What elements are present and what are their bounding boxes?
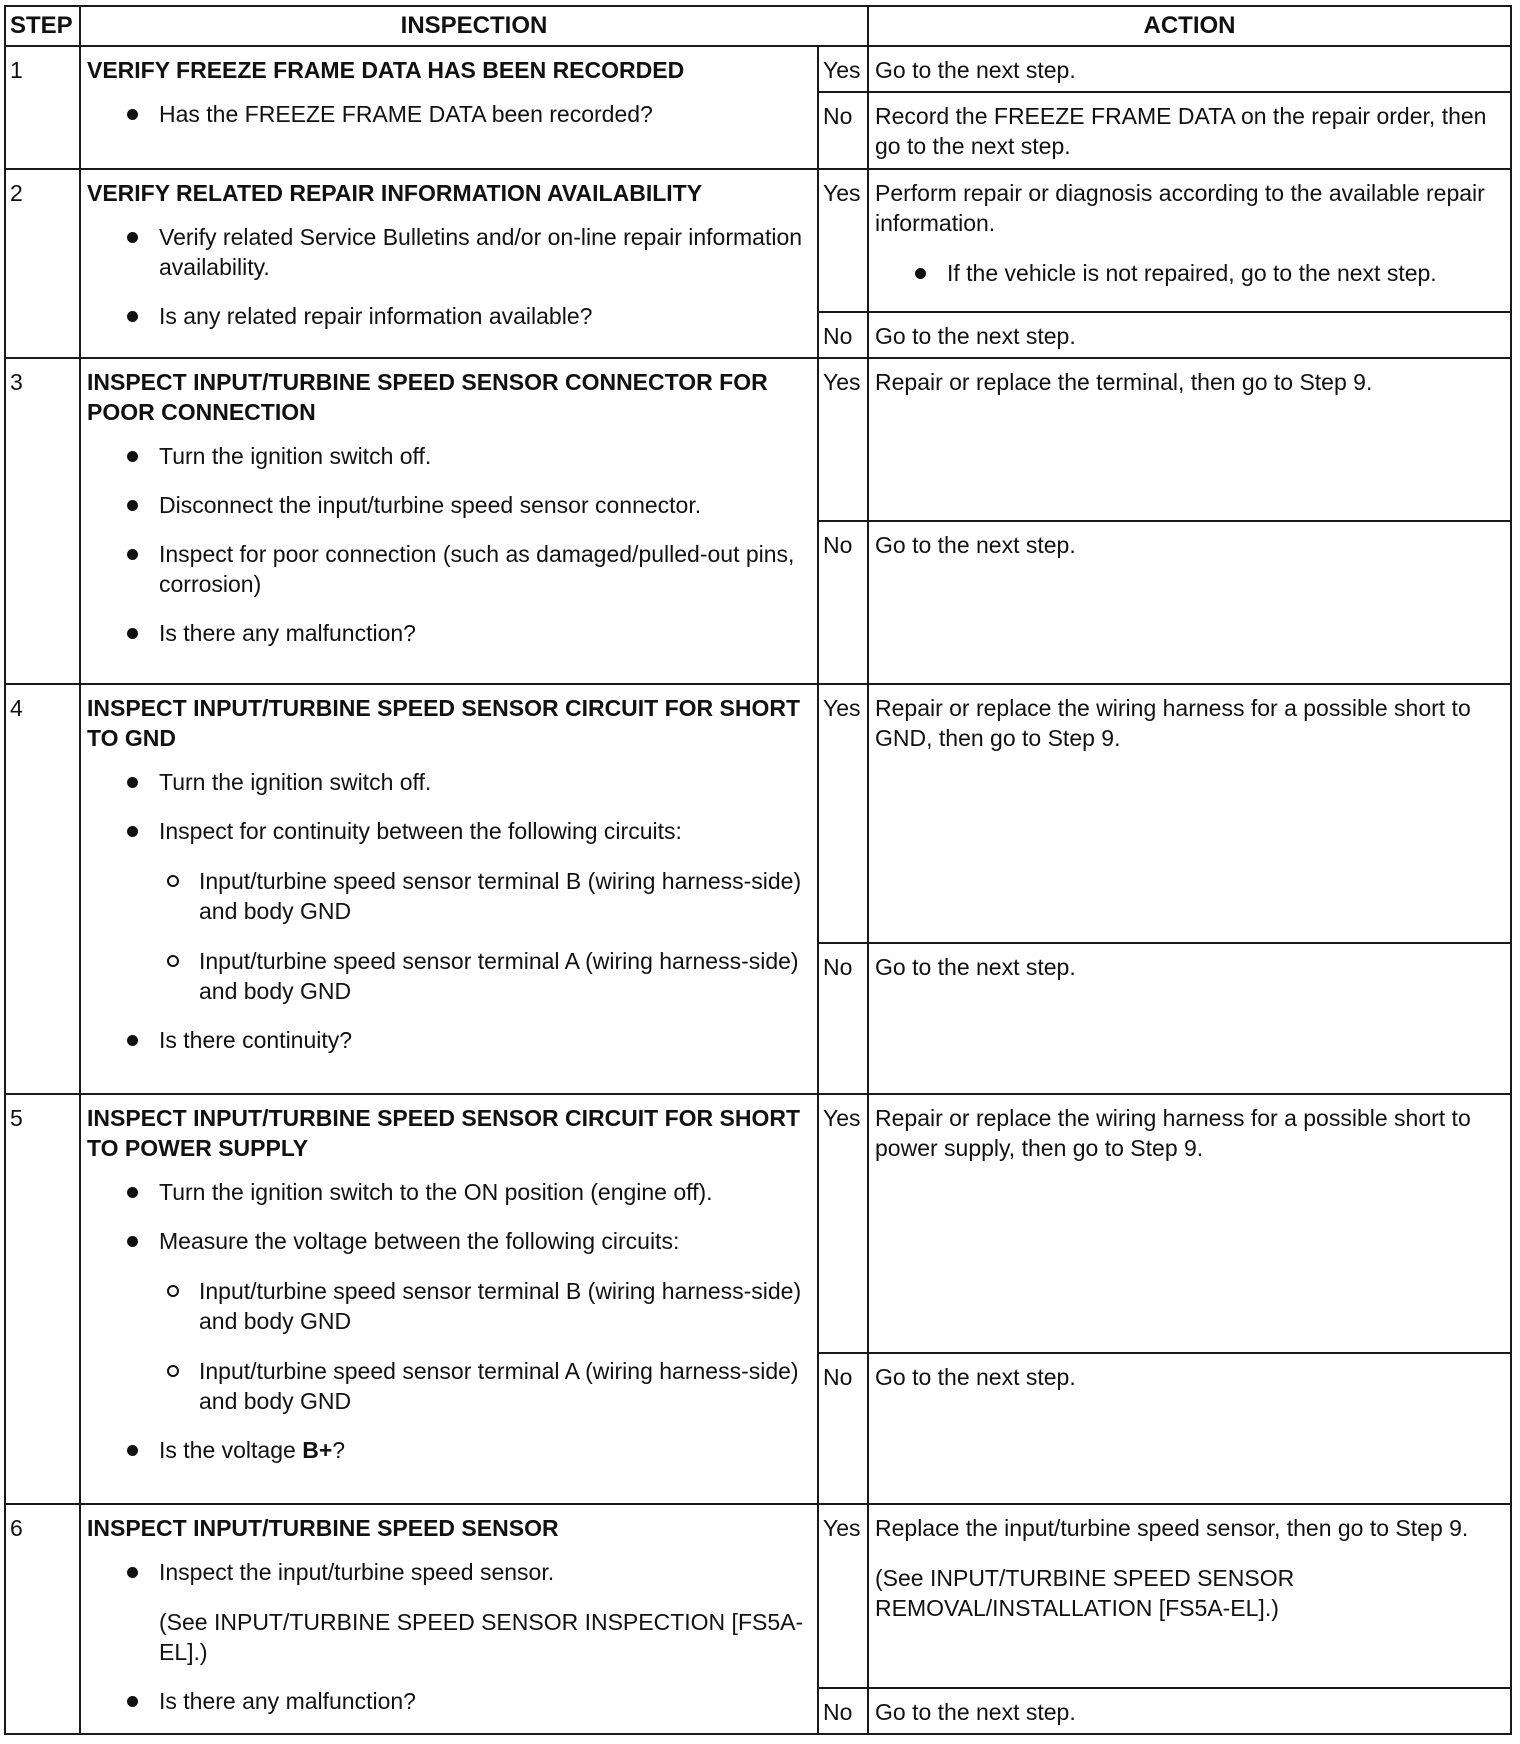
sub-bullet-item: Input/turbine speed sensor terminal A (wiring harness-side) and body GND xyxy=(165,1356,811,1416)
bullet-item xyxy=(125,1435,811,1465)
no-label: No xyxy=(818,92,868,168)
sub-bullet-item: Input/turbine speed sensor terminal A (wiring harness-side) and body GND xyxy=(165,946,811,1006)
bullet-item: Is there any malfunction? xyxy=(125,618,811,648)
inspection-title: VERIFY RELATED REPAIR INFORMATION AVAILABILITY xyxy=(87,179,703,206)
table-row xyxy=(5,1504,1511,1688)
bullet-item: Turn the ignition switch to the ON position (engine off). xyxy=(125,1177,811,1207)
step-number: 2 xyxy=(5,169,80,359)
inspection-bullets xyxy=(87,222,811,331)
yes-action: Repair or replace the wiring harness for a possible short to GND, then go to Step 9. xyxy=(868,684,1511,943)
yes-action: Perform repair or diagnosis according to the available repair information. xyxy=(875,179,1485,236)
table-row xyxy=(5,684,1511,943)
step-number: 1 xyxy=(5,46,80,169)
table-row xyxy=(5,358,1511,521)
inspection-cell xyxy=(80,169,818,359)
no-label: No xyxy=(818,943,868,1094)
bullet-text: Is the voltage xyxy=(159,1436,296,1463)
bullet-item: Is there any malfunction? xyxy=(125,1686,811,1716)
step-number: 3 xyxy=(5,358,80,684)
table-row xyxy=(5,1094,1511,1353)
step-number: 4 xyxy=(5,684,80,1094)
no-label: No xyxy=(818,521,868,684)
sub-bullets xyxy=(125,1276,811,1416)
no-label: No xyxy=(818,1688,868,1734)
no-action: Go to the next step. xyxy=(868,943,1511,1094)
bullet-item: Is any related repair information available? xyxy=(125,301,811,331)
diagnostic-procedure-table xyxy=(4,5,1512,1735)
inspection-bullets xyxy=(87,767,811,1055)
yes-action: Go to the next step. xyxy=(868,46,1511,92)
bullet-item: Inspect for poor connection (such as damaged/pulled-out pins, corrosion) xyxy=(125,539,811,599)
bullet-text: Inspect the input/turbine speed sensor. xyxy=(159,1558,555,1585)
inspection-title: INSPECT INPUT/TURBINE SPEED SENSOR xyxy=(87,1514,559,1541)
yes-action: Repair or replace the wiring harness for a possible short to power supply, then go to Step 9. xyxy=(868,1094,1511,1353)
bullet-text: Measure the voltage between the following circuits: xyxy=(159,1227,680,1254)
no-action: Go to the next step. xyxy=(868,1353,1511,1504)
sub-bullet-item: Input/turbine speed sensor terminal B (wiring harness-side) and body GND xyxy=(165,1276,811,1336)
inspection-cell xyxy=(80,684,818,1094)
sub-bullets xyxy=(125,866,811,1006)
yes-label: Yes xyxy=(818,1504,868,1688)
bullet-item: Verify related Service Bulletins and/or on-line repair information availability. xyxy=(125,222,811,282)
header-inspection: INSPECTION xyxy=(80,6,868,46)
inspection-cell xyxy=(80,358,818,684)
bullet-item xyxy=(125,1226,811,1416)
yes-label: Yes xyxy=(818,46,868,92)
voltage-value: B+ xyxy=(302,1436,333,1463)
reference-note: (See INPUT/TURBINE SPEED SENSOR REMOVAL/INSTALLATION [FS5A-EL].) xyxy=(875,1564,1295,1621)
step-number: 5 xyxy=(5,1094,80,1504)
inspection-cell xyxy=(80,1094,818,1504)
yes-action: Repair or replace the terminal, then go to Step 9. xyxy=(868,358,1511,521)
inspection-title: INSPECT INPUT/TURBINE SPEED SENSOR CIRCUIT FOR SHORT TO GND xyxy=(87,695,801,751)
yes-action: Replace the input/turbine speed sensor, then go to Step 9. xyxy=(875,1514,1469,1541)
bullet-text: Inspect for continuity between the following circuits: xyxy=(159,818,682,844)
bullet-item: If the vehicle is not repaired, go to the next step. xyxy=(913,258,1504,288)
table-header-row xyxy=(5,6,1511,46)
bullet-item: Turn the ignition switch off. xyxy=(125,767,811,797)
yes-label: Yes xyxy=(818,358,868,521)
no-action: Record the FREEZE FRAME DATA on the repair order, then go to the next step. xyxy=(868,92,1511,168)
no-label: No xyxy=(818,1353,868,1504)
bullet-item: Turn the ignition switch off. xyxy=(125,441,811,471)
inspection-title: INSPECT INPUT/TURBINE SPEED SENSOR CIRCUIT FOR SHORT TO POWER SUPPLY xyxy=(87,1104,801,1161)
yes-action-bullets xyxy=(875,258,1504,288)
no-label: No xyxy=(818,312,868,358)
no-action: Go to the next step. xyxy=(868,1688,1511,1734)
inspection-cell xyxy=(80,1504,818,1734)
inspection-bullets xyxy=(87,441,811,648)
header-action: ACTION xyxy=(868,6,1511,46)
yes-label: Yes xyxy=(818,1094,868,1353)
bullet-tail: ? xyxy=(332,1436,346,1463)
bullet-item: Disconnect the input/turbine speed sensor connector. xyxy=(125,490,811,520)
no-action: Go to the next step. xyxy=(868,312,1511,358)
inspection-bullets xyxy=(87,99,811,129)
inspection-bullets xyxy=(87,1177,811,1465)
yes-action-cell xyxy=(868,169,1511,313)
yes-label: Yes xyxy=(818,684,868,943)
bullet-item: Has the FREEZE FRAME DATA been recorded? xyxy=(125,99,811,129)
bullet-item xyxy=(125,1557,811,1667)
table-row xyxy=(5,169,1511,313)
bullet-item: Is there continuity? xyxy=(125,1025,811,1055)
step-number: 6 xyxy=(5,1504,80,1734)
table-row xyxy=(5,46,1511,92)
reference-note: (See INPUT/TURBINE SPEED SENSOR INSPECTION [FS5A-EL].) xyxy=(159,1608,804,1665)
inspection-bullets xyxy=(87,1557,811,1716)
header-step: STEP xyxy=(5,6,80,46)
inspection-title: INSPECT INPUT/TURBINE SPEED SENSOR CONNECTOR FOR POOR CONNECTION xyxy=(87,369,768,426)
yes-action-cell xyxy=(868,1504,1511,1688)
inspection-title: VERIFY FREEZE FRAME DATA HAS BEEN RECORDED xyxy=(87,57,685,83)
inspection-cell xyxy=(80,46,818,169)
bullet-item xyxy=(125,816,811,1006)
yes-label: Yes xyxy=(818,169,868,313)
no-action: Go to the next step. xyxy=(868,521,1511,684)
sub-bullet-item: Input/turbine speed sensor terminal B (wiring harness-side) and body GND xyxy=(165,866,811,926)
